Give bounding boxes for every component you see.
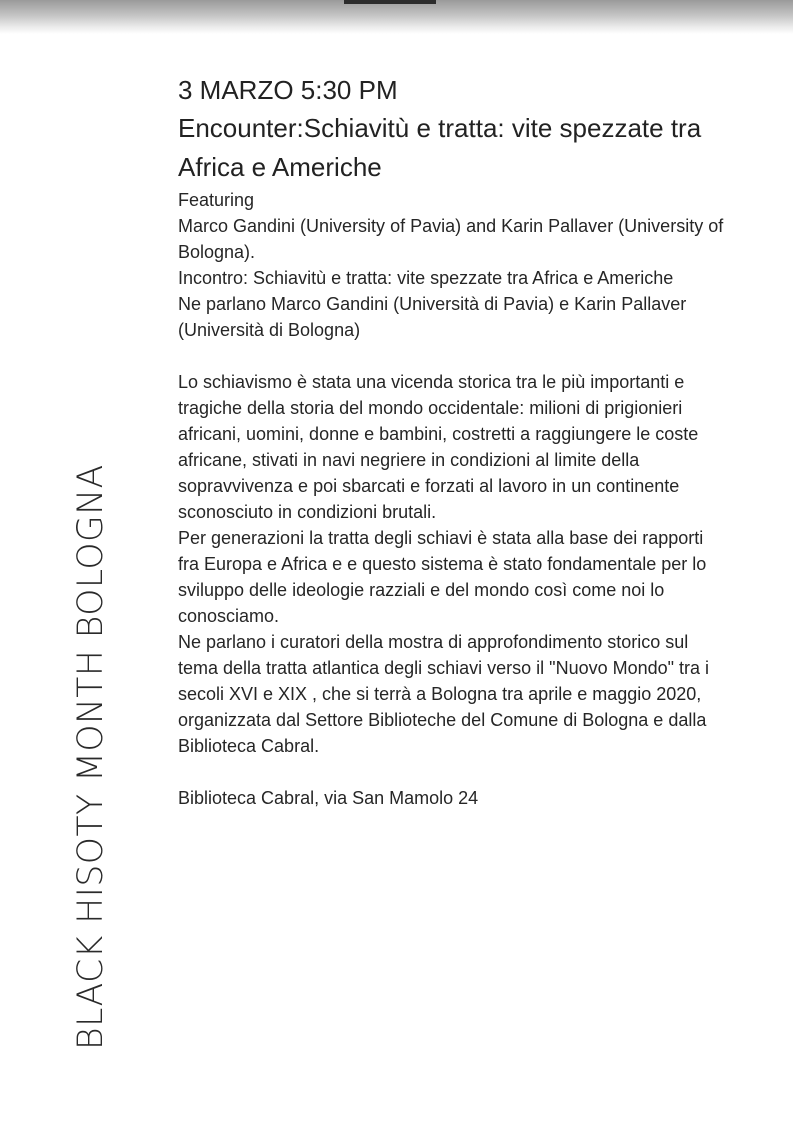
speakers-italian: Ne parlano Marco Gandini (Università di Pavia) e Karin Pallaver (Università di Bologna)	[178, 294, 687, 340]
spacer	[178, 759, 726, 785]
description-paragraph-1: Lo schiavismo è stata una vicenda storica tra le più importanti e tragiche della storia del mondo occidentale: milioni di prigionieri africani, uomini, donne e bambini, costretti a raggiungere le coste africane, stivati in navi negriere in condizioni al limite della sopravvivenza e poi sbarcati e forzati al lavoro in un continente sconosciuto in condizioni brutali.	[178, 372, 699, 522]
event-title: Encounter:Schiavitù e tratta: vite spezzate tra Africa e Americhe	[178, 113, 702, 182]
description-paragraph-2: Per generazioni la tratta degli schiavi è stata alla base dei rapporti fra Europa e Africa e e questo sistema è stato fondamentale per lo sviluppo delle ideologie razziali e del mondo così come noi lo conosciamo.	[178, 528, 707, 626]
spacer	[178, 343, 726, 369]
description-paragraph-3: Ne parlano i curatori della mostra di approfondimento storico sul tema della tratta atlantica degli schiavi verso il "Nuovo Mondo" tra i secoli XVI e XIX , che si terrà a Bologna tra aprile e maggio 2020, organizzata dal Settore Biblioteche del Comune di Bologna e dalla Biblioteca Cabral.	[178, 632, 710, 756]
featuring-label: Featuring	[178, 190, 255, 210]
speakers-english: Marco Gandini (University of Pavia) and Karin Pallaver (University of Bologna).	[178, 216, 724, 262]
event-location: Biblioteca Cabral, via San Mamolo 24	[178, 788, 479, 808]
event-content	[178, 68, 726, 811]
vertical-side-title: BLACK HISOTY MONTH BOLOGNA	[71, 464, 111, 1050]
top-tab-handle	[344, 0, 436, 4]
top-shadow-bar	[0, 0, 793, 34]
incontro-title: Incontro: Schiavitù e tratta: vite spezzate tra Africa e Americhe	[178, 268, 674, 288]
event-date-time: 3 MARZO 5:30 PM	[178, 75, 398, 105]
